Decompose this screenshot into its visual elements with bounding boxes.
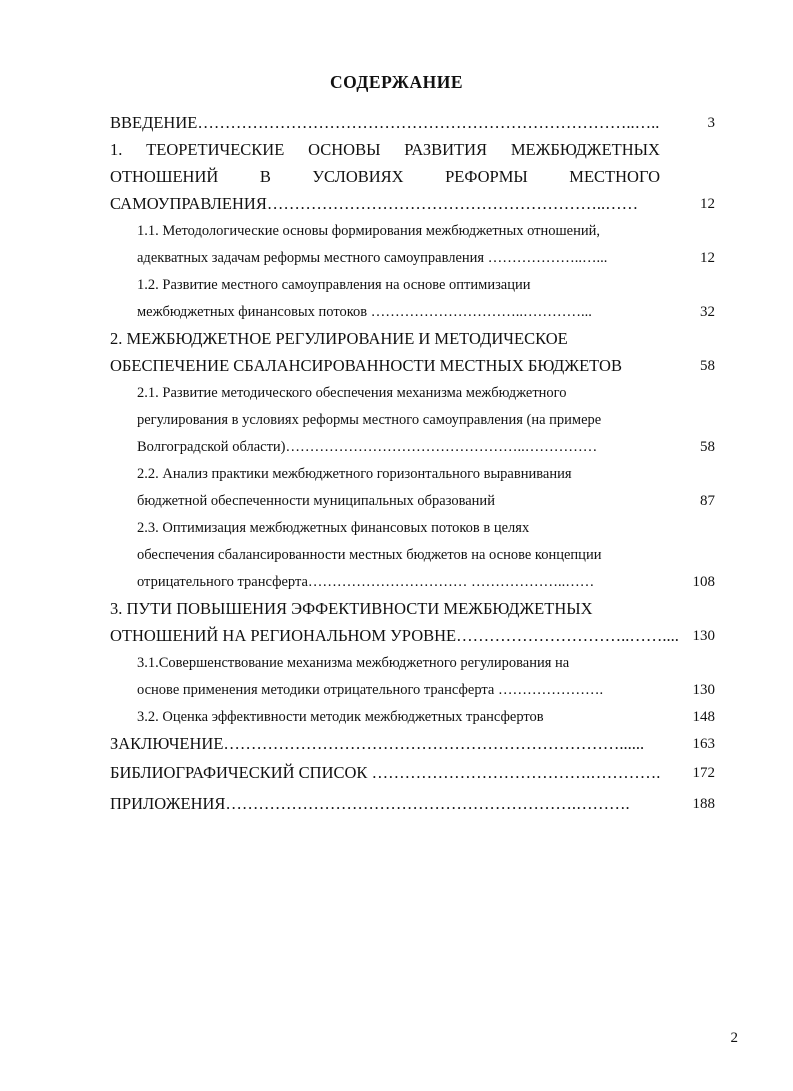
toc-entry-chapter-1-end: САМОУПРАВЛЕНИЯ……………………………………………………..……: [110, 194, 639, 213]
toc-page-number: 87: [700, 493, 715, 509]
toc-word: ТЕОРЕТИЧЕСКИЕ: [146, 140, 285, 159]
toc-entry-section-3-1-cont: основе применения методики отрицательного трансферта ………………….: [137, 682, 604, 698]
toc-page-number: 32: [700, 304, 715, 320]
toc-entry-chapter-2: 2. МЕЖБЮДЖЕТНОЕ РЕГУЛИРОВАНИЕ И МЕТОДИЧЕСКОЕ: [110, 329, 568, 348]
toc-entry-chapter-2-cont: ОБЕСПЕЧЕНИЕ СБАЛАНСИРОВАННОСТИ МЕСТНЫХ БЮДЖЕТОВ: [110, 356, 622, 375]
toc-word: МЕЖБЮДЖЕТНЫХ: [510, 140, 660, 159]
toc-page-number: 12: [700, 250, 715, 266]
toc-entry-chapter-3: 3. ПУТИ ПОВЫШЕНИЯ ЭФФЕКТИВНОСТИ МЕЖБЮДЖЕТНЫХ: [110, 599, 593, 618]
toc-page-number: 12: [700, 196, 715, 212]
toc-page-number: 58: [700, 439, 715, 455]
toc-page-number: 172: [692, 765, 715, 781]
toc-entry-section-3-2: 3.2. Оценка эффективности методик межбюджетных трансфертов: [137, 709, 544, 725]
toc-entry-section-1-2-cont: межбюджетных финансовых потоков …………………………..…………...: [137, 304, 592, 320]
toc-entry-chapter-1-cont: [110, 164, 660, 190]
toc-entry-section-2-1-end: Волгоградской области)…………………………………………..……………: [137, 439, 598, 455]
page-number: 2: [730, 1030, 738, 1046]
toc-page-number: 108: [692, 574, 715, 590]
toc-page-number: 58: [700, 358, 715, 374]
toc-page-number: 148: [692, 709, 715, 725]
toc-word: УСЛОВИЯХ: [312, 167, 404, 186]
toc-word: ОСНОВЫ: [308, 140, 381, 159]
toc-entry-section-1-1: 1.1. Методологические основы формирования межбюджетных отношений,: [137, 223, 600, 239]
toc-entry-section-2-2: 2.2. Анализ практики межбюджетного горизонтального выравнивания: [137, 466, 572, 482]
toc-entry-chapter-1: [110, 137, 660, 163]
toc-word: 1.: [110, 140, 123, 159]
toc-entry-section-3-1: 3.1.Совершенствование механизма межбюджетного регулирования на: [137, 655, 570, 671]
toc-word: ОТНОШЕНИЙ: [110, 167, 219, 186]
toc-word: РАЗВИТИЯ: [404, 140, 488, 159]
toc-page-number: 130: [692, 628, 715, 644]
toc-page-number: 163: [692, 736, 715, 752]
toc-entry-chapter-3-cont: ОТНОШЕНИЙ НА РЕГИОНАЛЬНОМ УРОВНЕ…………………………..……....: [110, 626, 679, 645]
toc-entry-section-2-1: 2.1. Развитие методического обеспечения механизма межбюджетного: [137, 385, 567, 401]
page-title: СОДЕРЖАНИЕ: [329, 72, 463, 92]
toc-entry-section-2-3: 2.3. Оптимизация межбюджетных финансовых потоков в целях: [137, 520, 530, 536]
toc-page-number: 188: [692, 796, 715, 812]
toc-entry-introduction: ВВЕДЕНИЕ……………………………………………………………………..…..: [110, 113, 660, 132]
toc-entry-conclusion: ЗАКЛЮЧЕНИЕ………………………………………………………………......: [110, 734, 645, 753]
toc-entry-section-2-1-cont: регулирования в условиях реформы местного самоуправления (на примере: [137, 412, 602, 428]
toc-word: РЕФОРМЫ: [445, 167, 528, 186]
toc-word: В: [259, 167, 271, 186]
toc-entry-section-2-2-cont: бюджетной обеспеченности муниципальных образований: [137, 493, 495, 509]
toc-entry-section-2-3-cont: обеспечения сбалансированности местных бюджетов на основе концепции: [137, 547, 602, 563]
toc-entry-bibliography: БИБЛИОГРАФИЧЕСКИЙ СПИСОК ………………………………….………….: [110, 763, 661, 782]
toc-entry-appendices: ПРИЛОЖЕНИЯ……………………………………………………….……….: [110, 794, 630, 813]
toc-entry-section-1-2: 1.2. Развитие местного самоуправления на основе оптимизации: [137, 277, 531, 293]
toc-word: МЕСТНОГО: [569, 167, 660, 186]
toc-page-number: 3: [707, 115, 715, 131]
toc-entry-section-1-1-cont: адекватных задачам реформы местного самоуправления ………………..…...: [137, 250, 608, 266]
toc-entry-section-2-3-end: отрицательного трансферта…………………………… ………………..……: [137, 574, 595, 590]
toc-page-number: 130: [692, 682, 715, 698]
